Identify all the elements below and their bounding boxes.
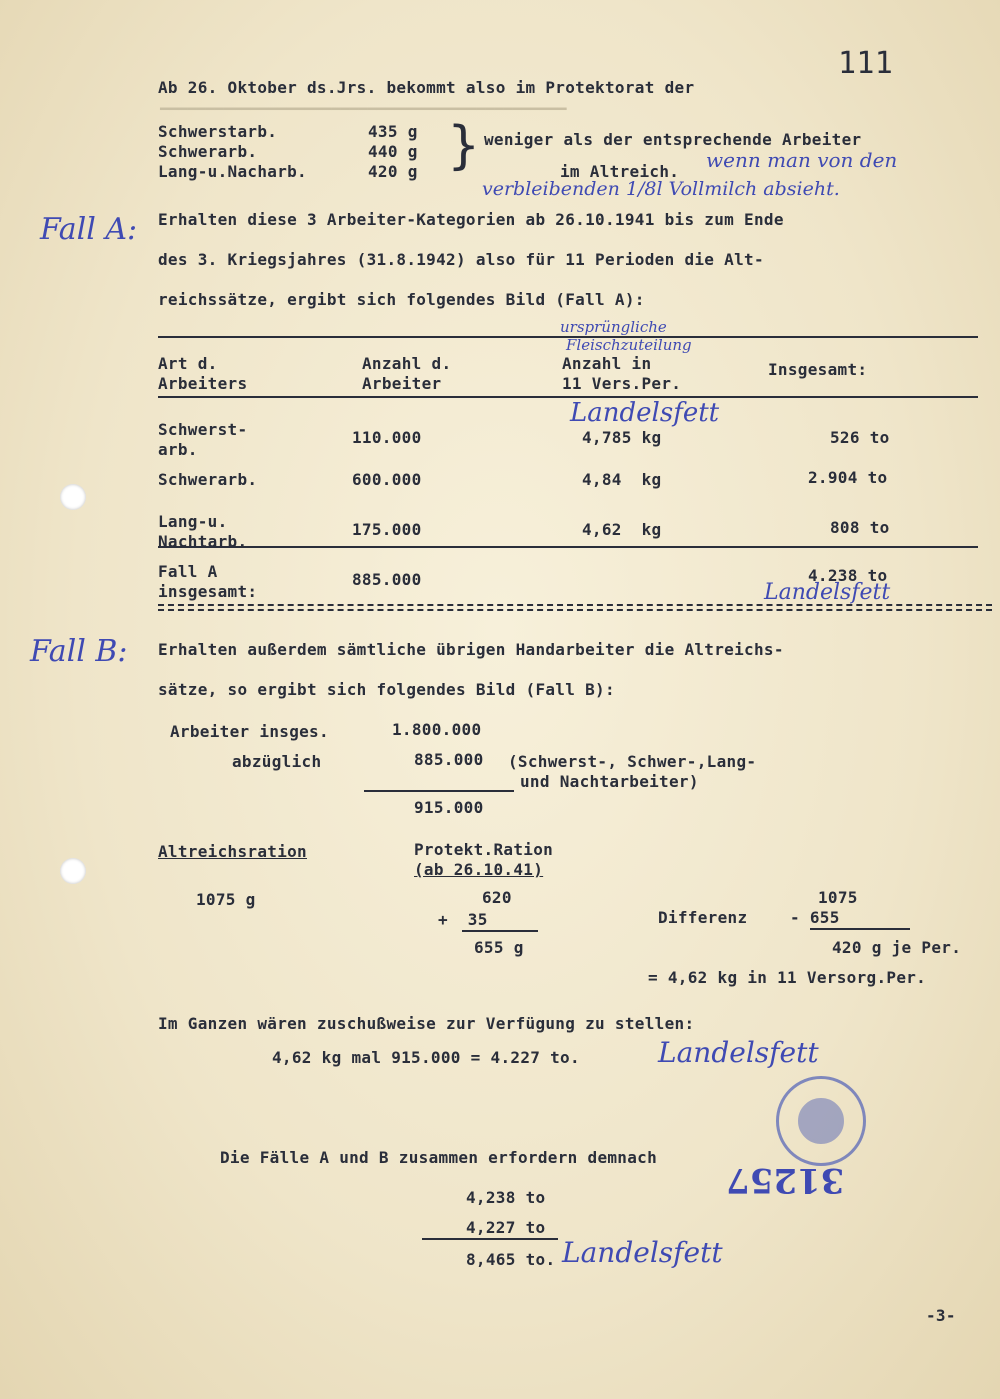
table-sum-total: 4.238 to [808,566,888,585]
brace: } [448,116,480,176]
ration-diff-underline [810,928,910,930]
ration-diff-b: - 655 [790,908,840,927]
table-double-rule [158,604,992,611]
summary-value-2: 4,227 to [466,1218,546,1237]
table-header-rule [158,396,978,398]
table-row-2-total: 2.904 to [808,468,888,487]
category-name-1: Schwerstarb. [158,122,278,141]
table-row-3-art: Lang-u. Nachtarb. [158,512,248,551]
ration-diff-result: 420 g je Per. [832,938,962,957]
calc-abz-value: 885.000 [414,750,484,769]
calc-abz-label: abzüglich [232,752,322,771]
calc-underline [364,790,514,792]
ration-p1: 620 [482,888,512,907]
handwritten-fall-b: Fall B: [30,634,128,669]
table-row-2-anzahl: 600.000 [352,470,422,489]
punch-hole-bottom [60,858,86,884]
calc-arbeiter-value: 1.800.000 [392,720,482,739]
zuschuss-text: Im Ganzen wären zuschußweise zur Verfügung zu stellen: [158,1014,695,1033]
handwritten-table-note-1: ursprüngliche [560,318,667,336]
ration-p-sum: 655 g [474,938,524,957]
ration-diff-total: = 4,62 kg in 11 Versorg.Per. [648,968,927,987]
table-row-2-art: Schwerarb. [158,470,258,489]
brace-text-2: im Altreich. [560,162,680,181]
table-header-anzahl: Anzahl d. Arbeiter [362,354,452,393]
fall-a-text-1: Erhalten diese 3 Arbeiter-Kategorien ab 26.10.1941 bis zum Ende [158,210,784,229]
calc-result: 915.000 [414,798,484,817]
summary-value-3: 8,465 to. [466,1250,556,1269]
ration-altreich-value: 1075 g [196,890,256,909]
table-row-1-anzahl: 110.000 [352,428,422,447]
category-amount-2: 440 g [368,142,418,161]
table-header-total: Insgesamt: [768,360,868,379]
category-name-3: Lang-u.Nacharb. [158,162,307,181]
page-number-top: 111 [838,46,894,81]
fall-a-text-2: des 3. Kriegsjahres (31.8.1942) also für 11 Perioden die Alt- [158,250,764,269]
table-sum-anzahl: 885.000 [352,570,422,589]
page-footer: -3- [926,1306,956,1325]
table-sum-label: Fall A insgesamt: [158,562,258,601]
summary-value-1: 4,238 to [466,1188,546,1207]
handwritten-signature-zuschuss: Landelsfett [658,1036,819,1069]
table-row-3-anzahl: 175.000 [352,520,422,539]
brace-text-1: weniger als der entsprechende Arbeiter [484,130,862,149]
calc-arbeiter-label: Arbeiter insges. [170,722,329,741]
punch-hole-top [60,484,86,510]
handwritten-note-2: verbleibenden 1/8l Vollmilch absieht. [482,178,840,200]
handwritten-signature-sum: Landelsfett [764,580,891,605]
table-row-3-total: 808 to [830,518,890,537]
ration-altreich-label: Altreichsration [158,842,307,861]
category-amount-1: 435 g [368,122,418,141]
ration-p2: + 35 [438,910,488,929]
handwritten-signature-summary: Landelsfett [562,1236,723,1269]
ration-diff-label: Differenz [658,908,748,927]
table-row-2-per: 4,84 kg [582,470,662,489]
table-row-3-per: 4,62 kg [582,520,662,539]
table-sum-rule [158,546,978,548]
table-row-1-art: Schwerst- arb. [158,420,248,459]
calc-abz-note-1: (Schwerst-, Schwer-,Lang- [508,752,757,771]
fall-b-text-2: sätze, so ergibt sich folgendes Bild (Fall B): [158,680,615,699]
table-header-art: Art d. Arbeiters [158,354,248,393]
intro-line: Ab 26. Oktober ds.Jrs. bekommt also im Protektorat der [158,78,695,97]
show-through-text: ━━━━━━━━━━━━━━━━━━━━━━━━━━━━━━━━━━━━━━━━━━━━━ [160,100,567,118]
stamp-number: 31257 [726,1160,845,1200]
ration-p-underline [462,930,538,932]
archive-stamp-inner [798,1098,844,1144]
fall-a-text-3: reichssätze, ergibt sich folgendes Bild (Fall A): [158,290,645,309]
category-amount-3: 420 g [368,162,418,181]
handwritten-table-note-2: Fleischzuteilung [566,336,692,354]
category-name-2: Schwerarb. [158,142,258,161]
ration-diff-a: 1075 [818,888,858,907]
table-row-1-total: 526 to [830,428,890,447]
handwritten-fall-a: Fall A: [40,212,138,247]
summary-text: Die Fälle A und B zusammen erfordern demnach [220,1148,658,1167]
zuschuss-calc: 4,62 kg mal 915.000 = 4.227 to. [272,1048,580,1067]
handwritten-signature-table: Landelsfett [570,398,720,428]
ration-protekt-label-1: Protekt.Ration [414,840,554,859]
summary-underline [422,1238,558,1240]
ration-protekt-label-2: (ab 26.10.41) [414,860,544,879]
handwritten-note-1: wenn man von den [706,148,898,172]
table-header-per: Anzahl in 11 Vers.Per. [562,354,682,393]
table-row-1-per: 4,785 kg [582,428,662,447]
calc-abz-note-2: und Nachtarbeiter) [520,772,699,791]
fall-b-text-1: Erhalten außerdem sämtliche übrigen Handarbeiter die Altreichs- [158,640,784,659]
